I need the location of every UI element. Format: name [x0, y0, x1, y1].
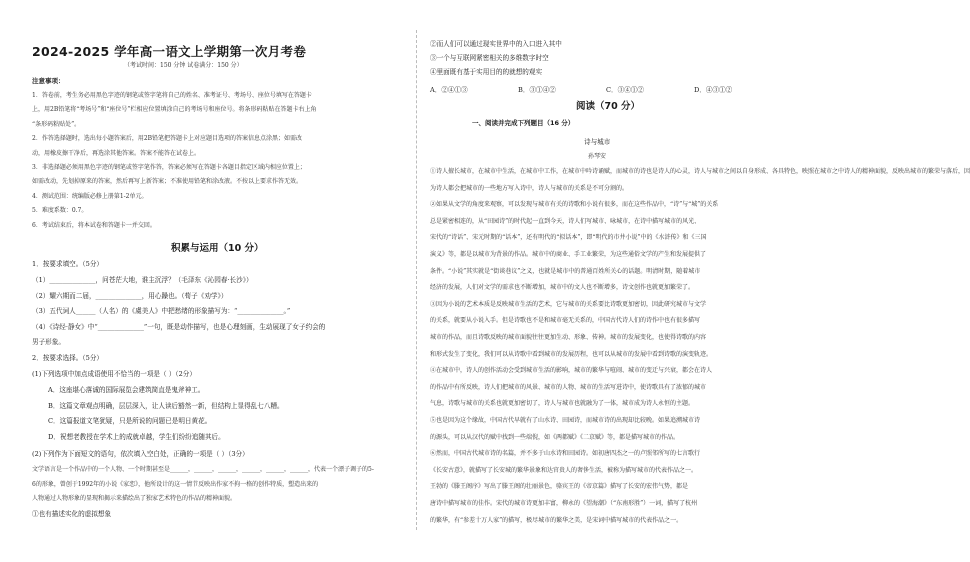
answer-option: B．③①④②	[518, 86, 556, 94]
article-line: 经济的发展，人们对文学的需求也不断增加，城市中的文人也不断增多，诗文创作也就更加繁荣了。	[430, 284, 695, 292]
q2-option: C．这篇报道文笔犹疑，只是所说的问题已是明日黄花。	[48, 417, 212, 425]
note-line: 动，用橡皮擦干净后，再选涂其他答案。答案不能答在试卷上。	[32, 149, 201, 157]
note-line: 如需改动，先划掉原来的答案，然后再写上新答案；不准使用铅笔和涂改液。不按以上要求作答无效。	[32, 178, 303, 186]
article-line: 唐诗中描写城市的佳作。宋代的城市诗更加丰富，柳永的《望海潮》（“东南形胜”）一词，描写了杭州	[430, 500, 698, 507]
note-line: 6．考试结束后，将本试卷和答题卡一并交回。	[32, 221, 156, 229]
article-line: 气息，诗歌与城市的关系也就更加密切了，诗人与城市也就融为了一体，城市成为诗人永恒的主题。	[430, 400, 695, 408]
exam-info: （考试时间：150 分钟 试卷满分：150 分）	[124, 62, 243, 69]
answer-option: A．②④①③	[430, 86, 468, 94]
passage-line: 文学语言是一个作品中的一个人物、一个时期甚至是______，______，______，______，______，______，代表一个漂子调子的5-	[32, 466, 374, 473]
q2-stem: 2．按要求选择。（5分）	[32, 354, 104, 362]
column-divider	[416, 30, 417, 530]
article-title: 诗与城市	[584, 138, 611, 146]
q1-line: （2）耀六期而二届，______________，用心躁也。（荀子《劝学》）	[32, 291, 228, 300]
article-line: 的源头，可以从汉代的赋中找到一些端倪，如《两都赋》《二京赋》等，都是描写城市的作品。	[430, 433, 680, 441]
answer-option: D．④③①②	[694, 86, 733, 94]
page-title: 2024-2025 学年高一语文上学期第一次月考卷	[32, 44, 307, 59]
right-column	[426, 0, 970, 562]
section-heading-reading: 阅读（70 分）	[576, 101, 641, 112]
reading-subheading: 一、阅读并完成下列题目（16 分）	[472, 119, 575, 127]
q2-sub2: (2)下列作为下面短文的语句，依次填入空白处，正确的一项是（ ）（3分）	[32, 450, 249, 458]
passage-line: 6的形象，曾创于1992年的小说《家恋》，他所设计的这一情节反映出作家不拘一格的创作特质，塑造出来的	[32, 480, 319, 488]
sentence-choice: ④里面既有基于实用目的的就想的观实	[430, 68, 543, 76]
notes-heading: 注意事项：	[32, 77, 65, 85]
article-line: 城市的作品，而且诗歌反映的城市面貌往往更加生动、形象、传神。城市的发展变化，也使得诗歌的内容	[430, 334, 707, 341]
article-line: 的作品中有所反映，诗人们把城市的风景、城市的人物、城市的生活写进诗中，使诗歌具有了浓郁的城市	[430, 383, 707, 391]
note-line: “条形码粘贴处”。	[32, 120, 81, 128]
q2-choice-1: ①也有描述实化的虚拟想象	[32, 510, 112, 518]
q2-option: B．这篇文章观点明确，层层深入，让人读后豁然一新，但结构上显得乱七八糟。	[48, 401, 284, 410]
article-line: ①诗人擅长城市，在城市中生活，在城市中工作，在城市中吟诗诵赋，而城市的诗也是诗人的心灵，诗人与城市之间以自身形成、各具特色，映照在城市之中诗人的精神面貌，反映出城市的繁荣与落后，因	[430, 168, 970, 175]
article-line: ⑥然而，中国古代城市诗的名篇，并不多于山水诗和田园诗。如初唐四杰之一的卢照邻所写的七言歌行	[430, 450, 701, 458]
article-line: ②如果从文学的角度来观察，可以发现与城市有关的诗歌和小说有很多，而在这些作品中，“诗”与“城”的关系	[430, 201, 719, 209]
article-line: 的关系，就要从小说入手。但是诗歌也不是和城市毫无关系的，中国古代诗人们的诗作中也有很多描写	[430, 317, 701, 325]
article-line: 为诗人都会把城市的一些地方写入诗中，诗人与城市的关系是不可分割的。	[430, 184, 629, 192]
q1-line: 男子形象。	[32, 338, 65, 346]
q1-line: （1）______________，问苍茫大地，谁主沉浮？（毛泽东《沁园春·长沙》）	[32, 276, 253, 284]
note-line: 4．测试范围：统编版必修上册第1-2单元。	[32, 192, 148, 200]
q2-sub1: (1)下列选项中加点成语使用不恰当的一项是（ ）（2分）	[32, 370, 196, 378]
note-line: 3．非选择题必须用黑色字迹的钢笔或签字笔作答，答案必须写在答题卡各题目指定区域内相应位置上；	[32, 164, 306, 171]
note-line: 2．作答选择题时，选出每小题答案后，用2B铅笔把答题卡上对应题目选项的答案信息点涂黑；如需改	[32, 135, 303, 143]
section-heading-usage: 积累与运用（10 分）	[171, 243, 264, 254]
note-line: 上，用2B铅笔将“考场号”和“座位号”栏相应位置填涂自己的考场号和座位号。将条形码粘贴在答题卡右上角	[32, 106, 317, 114]
article-author: 孙琴安	[588, 153, 607, 160]
article-line: 王勃的《滕王阁序》写出了滕王阁的壮丽景色，骆宾王的《帝京篇》描写了长安的宏伟气势，都是	[430, 483, 689, 491]
left-column	[26, 0, 414, 562]
note-line: 5．难度系数：0.7。	[32, 207, 88, 215]
note-line: 1．答卷前，考生务必用黑色字迹的钢笔或签字笔将自己的姓名、准考证号、考场号、座位号填写在答题卡	[32, 92, 312, 99]
article-line: 宋代的“诗话”、宋元时期的“话本”，还有明代的“拟话本”，即“明代的市井小说”中的《水浒传》和《三国	[430, 234, 707, 242]
article-line: 条件。“小说”其实就是“街谈巷议”之义，也就是城市中的普通百姓所关心的话题。明清时期，随着城市	[430, 267, 701, 275]
q2-option: A．这座堪心落诚的国际展览会建筑简直是鬼斧神工。	[48, 386, 205, 394]
answer-option: C．③④①②	[606, 86, 645, 94]
sentence-choice: ③一个与互联网紧密相关的多维数字时空	[430, 54, 549, 62]
article-line: ④在城市中，诗人的创作活动会受到城市生活的影响，城市的繁华与喧闹、城市的变迁与兴衰，都会在诗人	[430, 367, 713, 375]
sentence-choice: ②而人们可以通过现实世界中的入口进入其中	[430, 40, 562, 48]
q1-line: （4）《诗经·静女》中“______________”一句，既是动作描写，也是心理刻画，生动展现了女子约会的	[32, 322, 326, 331]
passage-line: 人物通过人物形象的显现和揭示来描绘出了独家艺术特色的作品的精神面貌。	[32, 495, 237, 502]
article-line: 《长安古意》，就描写了长安城的繁华景象和达官贵人的奢侈生活，被称为描写城市的代表作品之一。	[430, 466, 698, 474]
q1-line: （3）五代词人______（人名）的《虞美人》中把愁绪的形象描写为：“______________。”	[32, 307, 291, 315]
article-line: 和形式发生了变化，我们可以从诗歌中看到城市的发展历程，也可以从城市的发展中看到诗歌的演变轨迹。	[430, 350, 713, 358]
q2-option: D．祝想老教授在学术上的成就卓越，学生们纷纷追随其后。	[48, 432, 225, 441]
article-line: ③因为小说的艺术本质是反映城市生活的艺术，它与城市的关系要比诗歌更加密切，因此研究城市与文学	[430, 300, 707, 308]
article-line: 的繁华，有“参差十万人家”的描写，极尽城市的繁华之美，是宋词中描写城市的代表作品之一。	[430, 516, 683, 524]
article-line: ⑤也是因为这个缘故，中国古代早就有了山水诗、田园诗，而城市诗的出现却比较晚。如果追溯城市诗	[430, 417, 701, 424]
article-line: 总是紧密相连的，从“田园诗”的时代起一直到今天，诗人们写城市、咏城市，在诗中描写城市的风光、	[430, 217, 701, 225]
q1-stem: 1．按要求填空。（5分）	[32, 260, 104, 268]
article-line: 演义》等，都是以城市为背景的作品。城市中的商业、手工业繁荣，为这些通俗文学的产生和发展提供了	[430, 251, 707, 258]
